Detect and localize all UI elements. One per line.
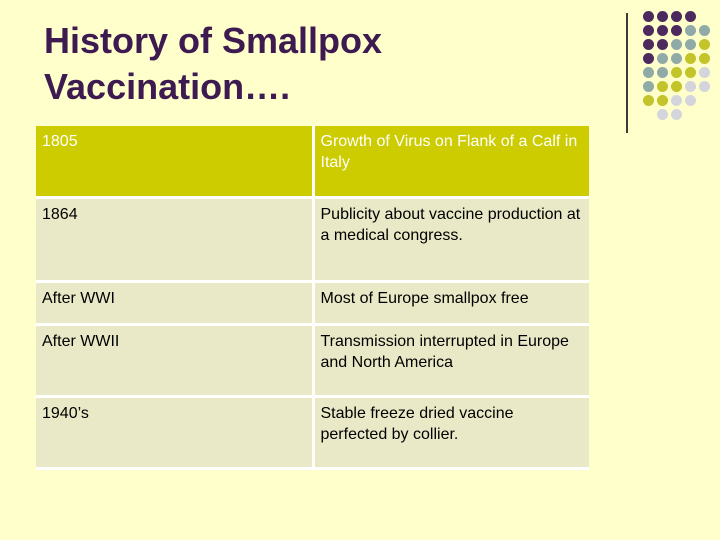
slide-title (44, 18, 564, 110)
decor-dot (671, 109, 682, 120)
decor-dot (671, 11, 682, 22)
decor-dot (657, 39, 668, 50)
decor-dot (699, 53, 710, 64)
table-row (36, 197, 589, 281)
decor-dot (685, 53, 696, 64)
title-line-1: History of Smallpox (44, 20, 383, 61)
history-table (36, 126, 589, 470)
decor-dot (685, 11, 696, 22)
decor-dot (685, 39, 696, 50)
decor-dot (657, 95, 668, 106)
decor-dot (643, 81, 654, 92)
decor-dot (643, 25, 654, 36)
table-cell-year: 1864 (36, 197, 313, 281)
decor-dot (699, 67, 710, 78)
decor-dot (671, 95, 682, 106)
decor-dot (699, 81, 710, 92)
decor-dot (657, 25, 668, 36)
table-cell-year: 1940’s (36, 396, 313, 468)
decor-dot (699, 39, 710, 50)
decor-dot (657, 67, 668, 78)
table-cell-event: Transmission interrupted in Europe and North America (313, 324, 589, 396)
decor-dot (685, 25, 696, 36)
decor-dot (699, 25, 710, 36)
table-cell-year: After WWI (36, 281, 313, 324)
table-row (36, 281, 589, 324)
table-cell-event: Growth of Virus on Flank of a Calf in Italy (313, 126, 589, 197)
decorative-divider-line (626, 13, 628, 133)
decor-dot (685, 67, 696, 78)
table-cell-event: Stable freeze dried vaccine perfected by collier. (313, 396, 589, 468)
decor-dot (671, 53, 682, 64)
table-cell-year: After WWII (36, 324, 313, 396)
table-cell-event: Most of Europe smallpox free (313, 281, 589, 324)
decor-dot (657, 53, 668, 64)
decor-dot (643, 39, 654, 50)
decor-dot (643, 53, 654, 64)
table-cell-year: 1805 (36, 126, 313, 197)
decor-dot (643, 95, 654, 106)
decor-dot (671, 25, 682, 36)
decor-dot (671, 67, 682, 78)
decor-dot (671, 81, 682, 92)
decor-dot (643, 11, 654, 22)
table-row (36, 396, 589, 468)
title-line-2: Vaccination…. (44, 66, 291, 107)
decor-dot (657, 109, 668, 120)
decor-dot (671, 39, 682, 50)
table-row (36, 126, 589, 197)
decor-dot (685, 81, 696, 92)
decor-dot (657, 11, 668, 22)
decor-dot (657, 81, 668, 92)
table-cell-event: Publicity about vaccine production at a medical congress. (313, 197, 589, 281)
table-row (36, 324, 589, 396)
decor-dot (685, 95, 696, 106)
decorative-dot-grid (641, 10, 720, 120)
decor-dot (643, 67, 654, 78)
